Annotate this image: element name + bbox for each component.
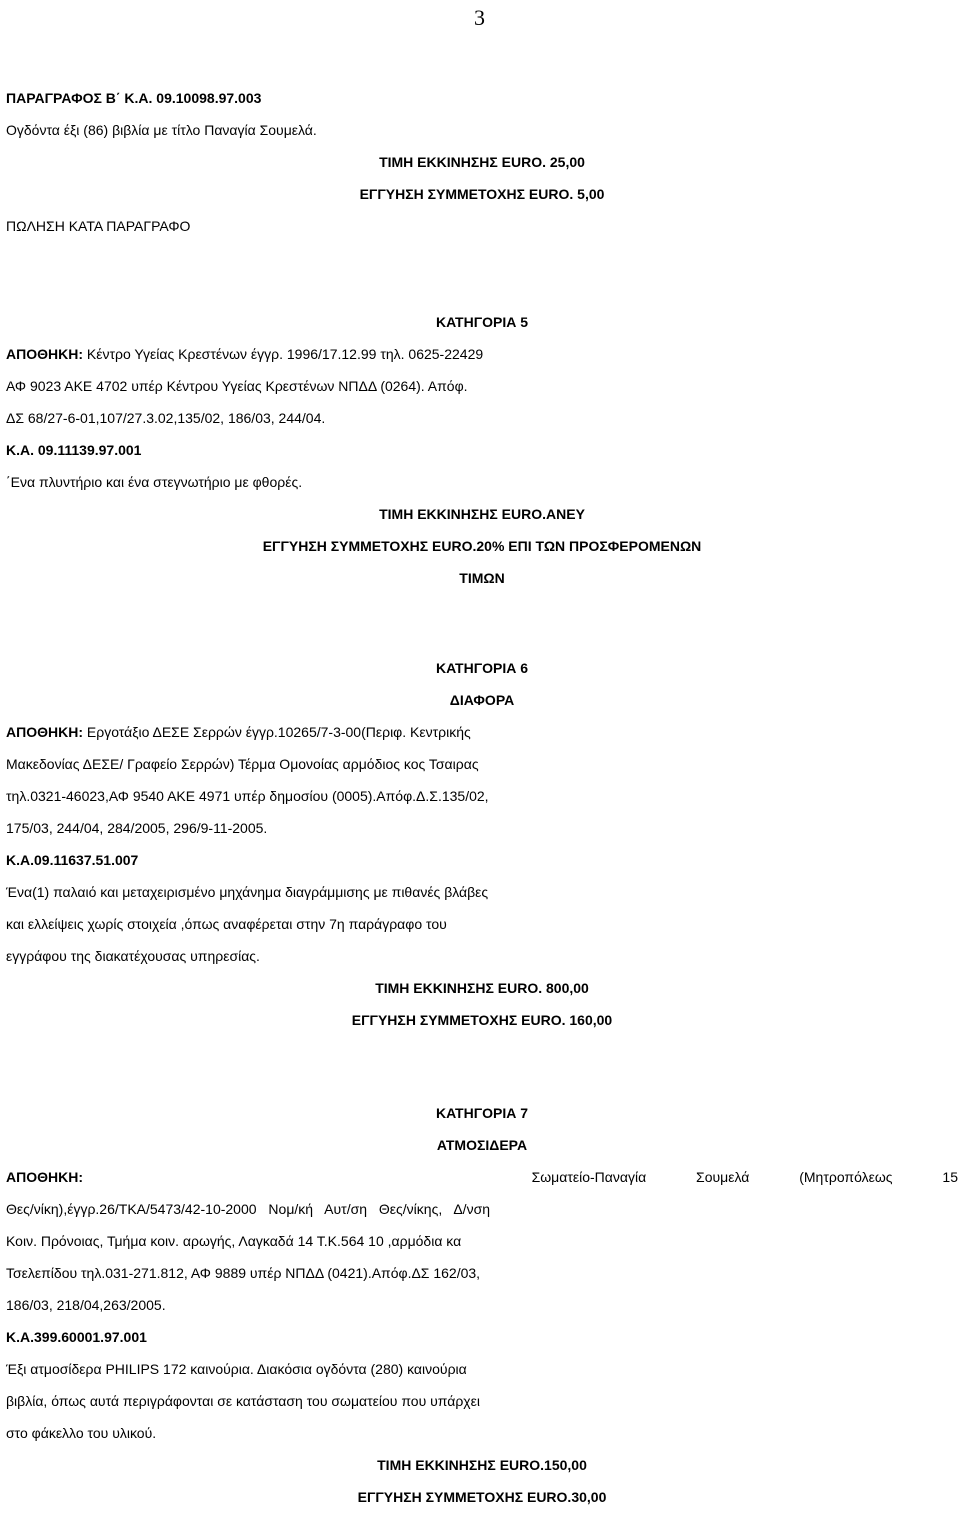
category-7-line5: 186/03, 218/04,263/2005. [6, 1297, 166, 1313]
category-6 [6, 652, 958, 1036]
category-6-item-2: και ελλείψεις χωρίς στοιχεία ,όπως αναφέρεται στην 7η παράγραφο του [6, 916, 447, 932]
category-7-code: Κ.Α.399.60001.97.001 [6, 1329, 147, 1345]
section-b [6, 82, 958, 242]
category-5-price: ΤΙΜΗ ΕΚΚΙΝΗΣΗΣ EURO.ΑΝΕΥ [379, 506, 585, 522]
category-6-subtitle: ΔΙΑΦΟΡΑ [449, 692, 515, 708]
category-5-code: Κ.Α. 09.11139.97.001 [6, 442, 142, 458]
category-7-subtitle: ΑΤΜΟΣΙΔΕΡΑ [436, 1137, 528, 1153]
category-7-line3: Κοιν. Πρόνοιας, Τμήμα κοιν. αρωγής, Λαγκαδά 14 Τ.Κ.564 10 ,αρμόδια κα [6, 1233, 462, 1249]
category-5-line3: ΔΣ 68/27-6-01,107/27.3.02,135/02, 186/03, 244/04. [6, 410, 326, 426]
warehouse-label: ΑΠΟΘΗΚΗ: [6, 1169, 83, 1185]
warehouse-text: Κέντρο Υγείας Κρεστένων έγγρ. 1996/17.12.99 τηλ. 0625-22429 [86, 346, 484, 362]
category-7-line4: Τσελεπίδου τηλ.031-271.812, ΑΦ 9889 υπέρ ΝΠΔΔ (0421).Απόφ.ΔΣ 162/03, [6, 1265, 481, 1281]
category-7-item-2: βιβλία, όπως αυτά περιγράφονται σε κατάσταση του σωματείου που υπάρχει [6, 1393, 480, 1409]
category-5 [6, 306, 958, 594]
category-5-warehouse [6, 338, 958, 370]
category-7-item-3: στο φάκελλο του υλικού. [6, 1425, 157, 1441]
category-6-item-1: Ένα(1) παλαιό και μεταχειρισμένο μηχάνημα διαγράμμισης με πιθανές βλάβες [6, 884, 489, 900]
category-5-line2: ΑΦ 9023 ΑΚΕ 4702 υπέρ Κέντρου Υγείας Κρεστένων ΝΠΔΔ (0264). Απόφ. [6, 378, 468, 394]
section-b-item: Ογδόντα έξι (86) βιβλία με τίτλο Παναγία Σουμελά. [6, 122, 317, 138]
category-6-item-3: εγγράφου της διακατέχουσας υπηρεσίας. [6, 948, 260, 964]
section-b-sale: ΠΩΛΗΣΗ ΚΑΤΑ ΠΑΡΑΓΡΑΦΟ [6, 218, 191, 234]
category-6-line4: 175/03, 244/04, 284/2005, 296/9-11-2005. [6, 820, 268, 836]
category-6-guarantee: ΕΓΓΥΗΣΗ ΣΥΜΜΕΤΟΧΗΣ EURO. 160,00 [351, 1012, 613, 1028]
warehouse-text: Εργοτάξιο ΔΕΣΕ Σερρών έγγρ.10265/7-3-00(Περιφ. Κεντρικής [86, 724, 471, 740]
category-7-item-1: Έξι ατμοσίδερα PHILIPS 172 καινούρια. Διακόσια ογδόντα (280) καινούρια [6, 1361, 467, 1377]
category-7 [6, 1097, 958, 1513]
category-5-item: ΄Ενα πλυντήριο και ένα στεγνωτήριο με φθορές. [6, 474, 303, 490]
section-b-guarantee: ΕΓΓΥΗΣΗ ΣΥΜΜΕΤΟΧΗΣ EURO. 5,00 [359, 186, 605, 202]
category-7-warehouse [6, 1161, 958, 1193]
category-6-code: Κ.Α.09.11637.51.007 [6, 852, 139, 868]
category-6-line2: Μακεδονίας ΔΕΣΕ/ Γραφείο Σερρών) Τέρμα Ομονοίας αρμόδιος κος Τσαιρας [6, 756, 479, 772]
category-6-warehouse [6, 716, 958, 748]
category-7-line2: Θες/νίκη),έγγρ.26/ΤΚΑ/5473/42-10-2000 Νομ/κή Αυτ/ση Θες/νίκης, Δ/νση [6, 1201, 490, 1217]
category-6-title: ΚΑΤΗΓΟΡΙΑ 6 [435, 660, 529, 676]
warehouse-label: ΑΠΟΘΗΚΗ: [6, 346, 83, 362]
warehouse-label: ΑΠΟΘΗΚΗ: [6, 724, 83, 740]
category-5-guarantee-cont: ΤΙΜΩΝ [459, 570, 505, 586]
category-5-title: ΚΑΤΗΓΟΡΙΑ 5 [435, 314, 529, 330]
section-b-price: ΤΙΜΗ ΕΚΚΙΝΗΣΗΣ EURO. 25,00 [379, 154, 585, 170]
category-6-line3: τηλ.0321-46023,ΑΦ 9540 ΑΚΕ 4971 υπέρ δημοσίου (0005).Απόφ.Δ.Σ.135/02, [6, 788, 489, 804]
page-number: 3 [474, 5, 485, 30]
category-6-price: ΤΙΜΗ ΕΚΚΙΝΗΣΗΣ EURO. 800,00 [375, 980, 589, 996]
section-b-heading: ΠΑΡΑΓΡΑΦΟΣ Β΄ Κ.Α. 09.10098.97.003 [6, 90, 262, 106]
category-7-price: ΤΙΜΗ ΕΚΚΙΝΗΣΗΣ EURO.150,00 [377, 1457, 587, 1473]
category-7-title: ΚΑΤΗΓΟΡΙΑ 7 [435, 1105, 529, 1121]
category-7-guarantee: ΕΓΓΥΗΣΗ ΣΥΜΜΕΤΟΧΗΣ EURO.30,00 [357, 1489, 607, 1505]
warehouse-text: Σωματείο-Παναγία Σουμελά (Μητροπόλεως 15 [531, 1169, 958, 1185]
category-5-guarantee: ΕΓΓΥΗΣΗ ΣΥΜΜΕΤΟΧΗΣ EURO.20% ΕΠΙ ΤΩΝ ΠΡΟΣΦΕΡΟΜΕΝΩΝ [262, 538, 702, 554]
